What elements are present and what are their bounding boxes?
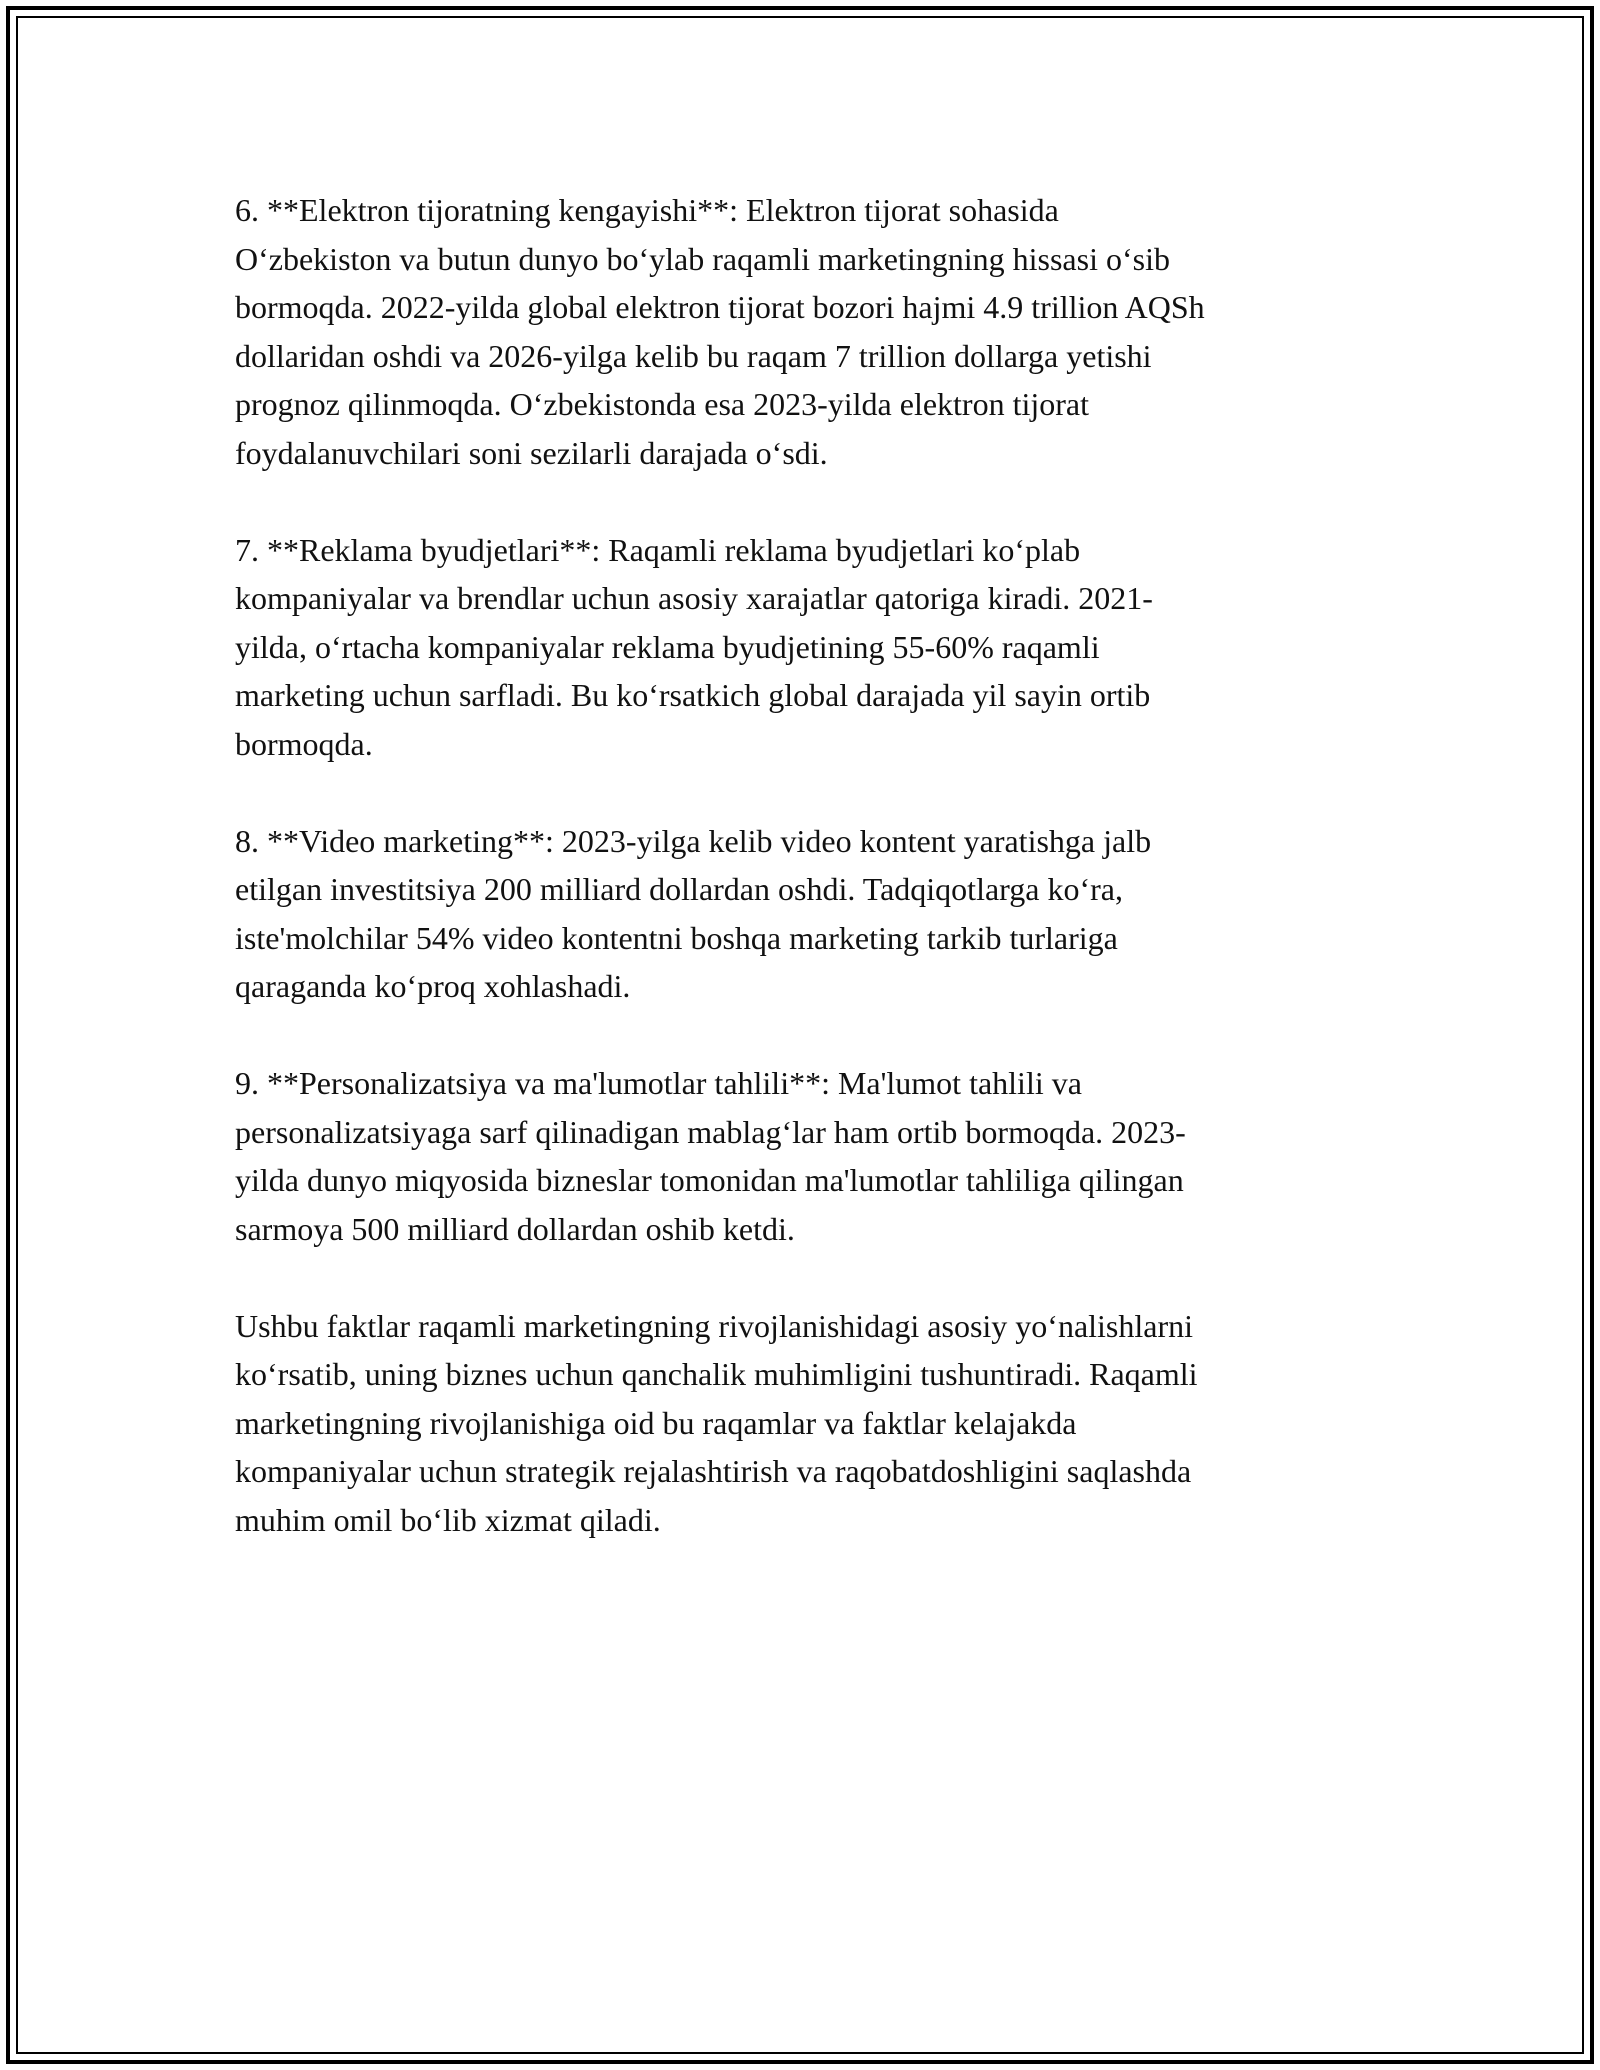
paragraph-video-marketing: 8. **Video marketing**: 2023-yilga kelib video kontent yaratishga jalb etilgan investitsiya 200 milliard dollardan oshdi. Tadqiqotlarga ko‘ra, iste'molchilar 54% video kontentni boshqa marketing tarkib turlariga qaraganda ko‘proq xohlashadi. bbox=[235, 822, 1152, 1004]
paragraph-conclusion: Ushbu faktlar raqamli marketingning rivojlanishidagi asosiy yo‘nalishlarni ko‘rsatib, uning biznes uchun qanchalik muhimligini tushuntiradi. Raqamli marketingning rivojlanishiga oid bu raqamlar va faktlar kelajakda kompaniyalar uchun strategik rejalashtirish va raqobatdoshligini saqlashda muhim omil bo‘lib xizmat qiladi. bbox=[235, 1307, 1198, 1538]
paragraph-ad-budgets: 7. **Reklama byudjetlari**: Raqamli reklama byudjetlari ko‘plab kompaniyalar va brendlar uchun asosiy xarajatlar qatoriga kiradi. 2021- yilda, o‘rtacha kompaniyalar reklama byudjetining 55-60% raqamli marketing uchun sarfladi. Bu ko‘rsatkich global darajada yil sayin ortib bormoqda. bbox=[235, 531, 1153, 762]
document-body bbox=[235, 186, 1375, 1593]
paragraph-ecommerce: 6. **Elektron tijoratning kengayishi**: Elektron tijorat sohasida O‘zbekiston va butun dunyo bo‘ylab raqamli marketingning hissasi o‘sib bormoqda. 2022-yilda global elektron tijorat bozori hajmi 4.9 trillion AQSh dollaridan oshdi va 2026-yilga kelib bu raqam 7 trillion dollarga yetishi prognoz qilinmoqda. O‘zbekistonda esa 2023-yilda elektron tijorat foydalanuvchilari soni sezilarli darajada o‘sdi. bbox=[235, 192, 1205, 471]
paragraph-personalization: 9. **Personalizatsiya va ma'lumotlar tahlili**: Ma'lumot tahlili va personalizatsiyaga sarf qilinadigan mablag‘lar ham ortib bormoqda. 2023- yilda dunyo miqyosida bizneslar tomonidan ma'lumotlar tahliliga qilingan sarmoya 500 milliard dollardan oshib ketdi. bbox=[235, 1065, 1186, 1247]
